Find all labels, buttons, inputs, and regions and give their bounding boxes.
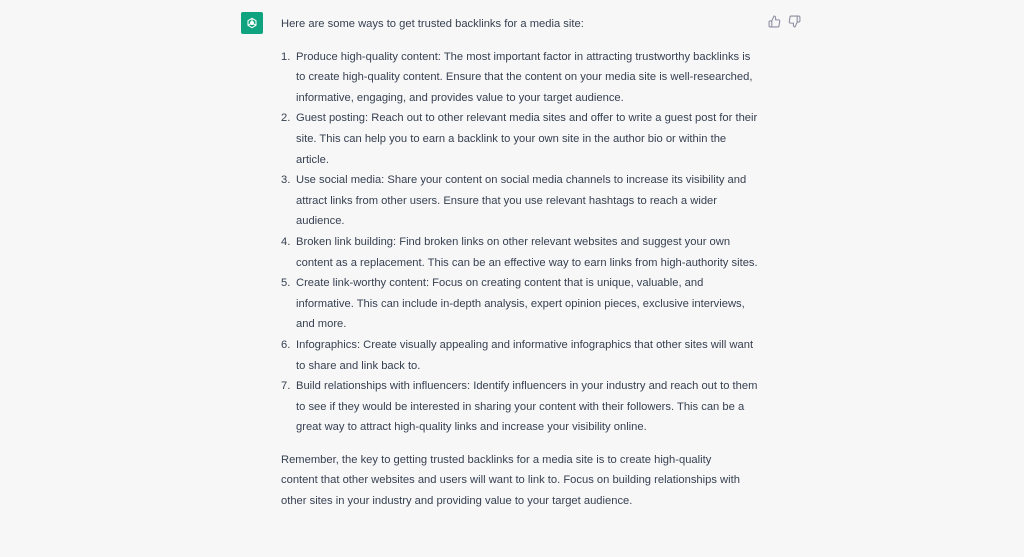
list-item	[281, 170, 761, 232]
feedback-buttons	[767, 14, 801, 28]
list-item	[281, 232, 761, 273]
list-number: 7.	[281, 380, 291, 393]
list-item	[281, 273, 761, 335]
list-number: 1.	[281, 50, 291, 63]
list-number: 2.	[281, 112, 291, 125]
openai-logo-icon	[244, 15, 260, 31]
list-item-text: Create link-worthy content: Focus on creating content that is unique, valuable, and informative. This can include in-depth analysis, expert opinion pieces, exclusive interviews, and more.	[296, 277, 745, 331]
list-item	[281, 108, 761, 170]
list-number: 5.	[281, 277, 291, 290]
thumbs-down-icon	[788, 15, 801, 28]
list-number: 6.	[281, 338, 291, 351]
thumbs-down-button[interactable]	[787, 14, 801, 28]
tips-list	[281, 47, 761, 438]
list-item	[281, 47, 761, 109]
list-item-text: Build relationships with influencers: Identify influencers in your industry and reach out to them to see if they would be interested in sharing your content with their followers. This can be a great way to attract high-quality links and increase your visibility online.	[296, 380, 758, 434]
message-content	[281, 14, 761, 512]
list-item	[281, 376, 761, 438]
list-item-text: Broken link building: Find broken links on other relevant websites and suggest your own content as a replacement. This can be an effective way to earn links from high-authority sites.	[296, 235, 758, 269]
list-item-text: Infographics: Create visually appealing and informative infographics that other sites will want to share and link back to.	[296, 338, 754, 372]
list-item-text: Produce high-quality content: The most important factor in attracting trustworthy backlinks is to create high-quality content. Ensure that the content on your media site is well-researched, informative, engaging, and provides value to your target audience.	[296, 50, 753, 104]
thumbs-up-icon	[768, 15, 781, 28]
message-intro: Here are some ways to get trusted backlinks for a media site:	[281, 18, 584, 30]
list-number: 3.	[281, 174, 291, 187]
list-item-text: Use social media: Share your content on social media channels to increase its visibility and attract links from other users. Ensure that you use relevant hashtags to reach a wider audience.	[296, 174, 747, 228]
thumbs-up-button[interactable]	[767, 14, 781, 28]
message-outro: Remember, the key to getting trusted backlinks for a media site is to create high-quality content that other websites and users will want to link to. Focus on building relationships with other sites in your industry and providing value to your target audience.	[281, 453, 740, 508]
list-number: 4.	[281, 235, 291, 248]
list-item	[281, 335, 761, 376]
list-item-text: Guest posting: Reach out to other relevant media sites and offer to write a guest post for their site. This can help you to earn a backlink to your own site in the author bio or within the article.	[296, 112, 758, 166]
assistant-avatar	[241, 12, 263, 34]
